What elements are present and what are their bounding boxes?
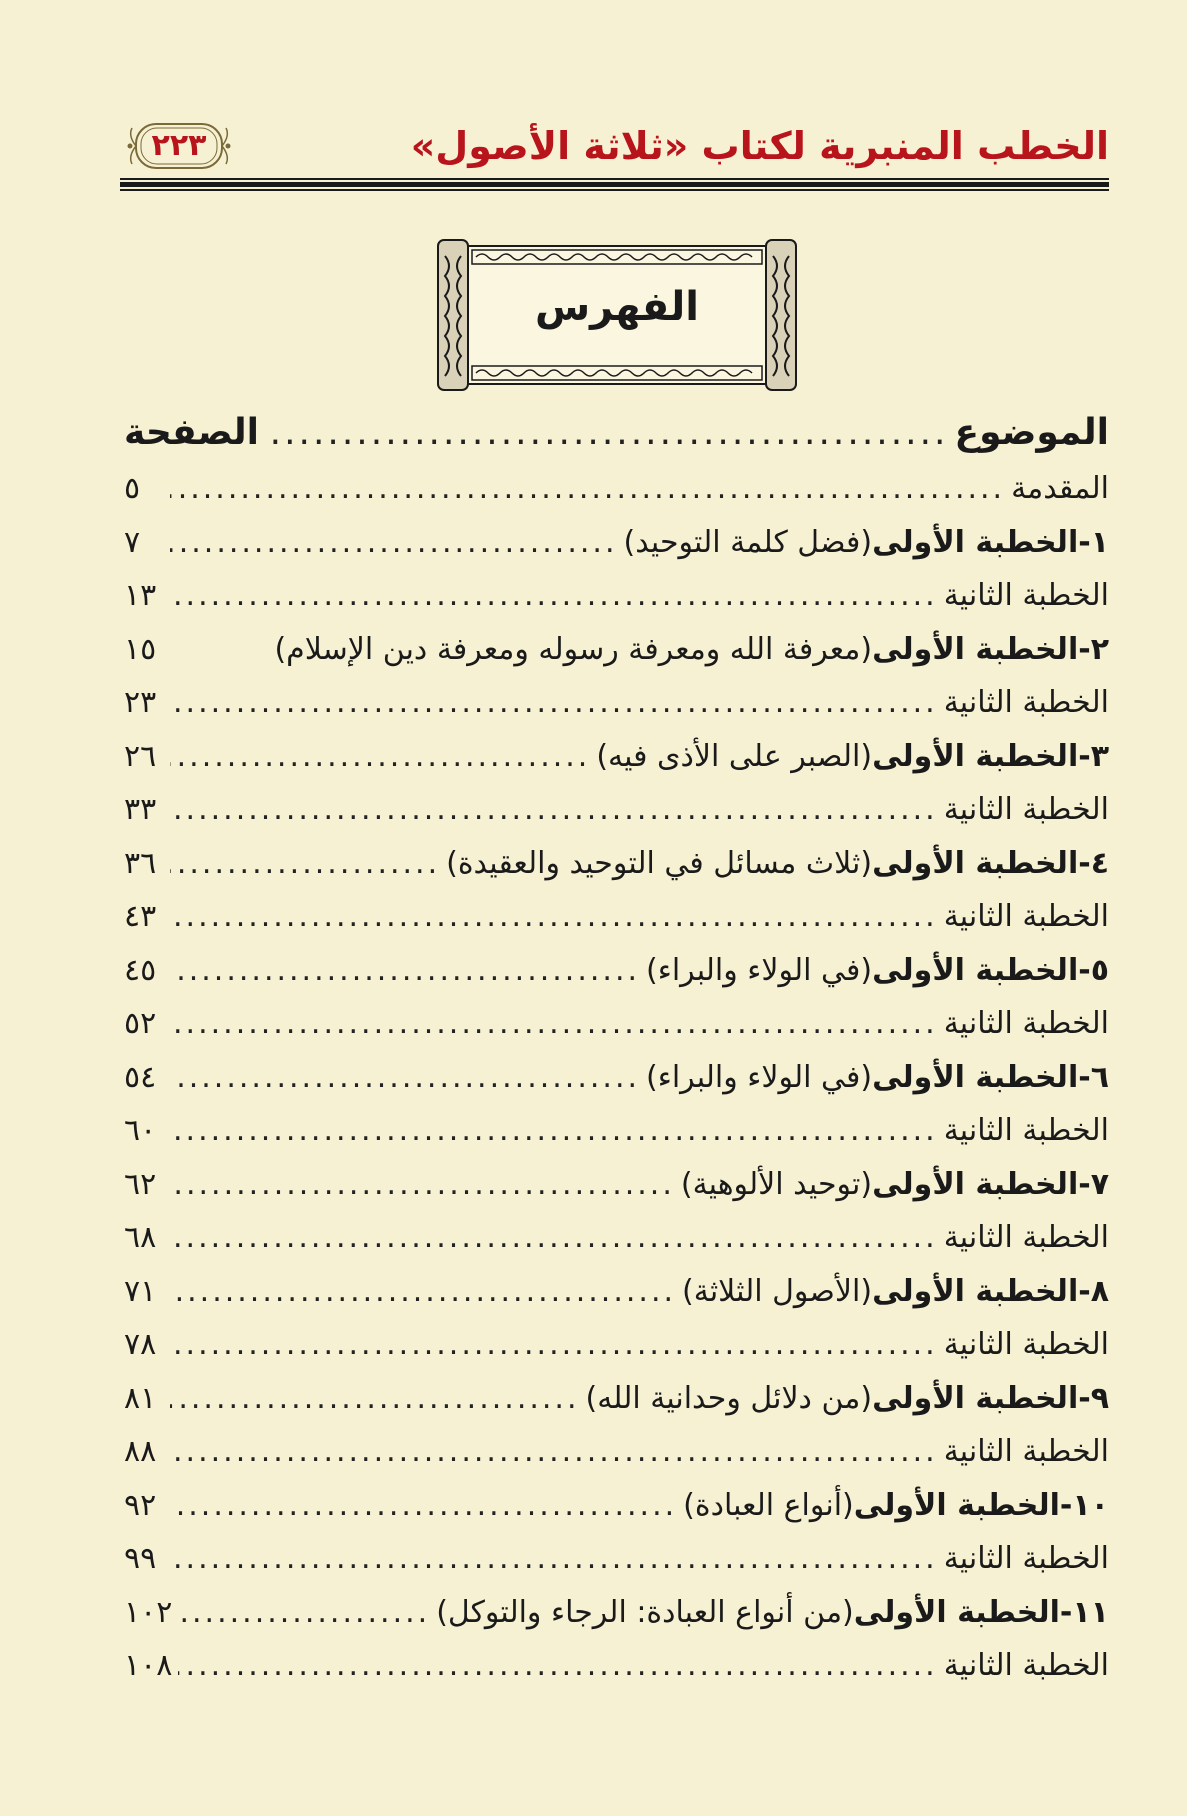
entry-page-number: ٧١ xyxy=(124,1273,157,1309)
toc-entry xyxy=(124,569,1109,623)
toc-header-row xyxy=(124,404,1109,462)
section-title: الفهرس xyxy=(534,284,699,330)
toc-entry xyxy=(124,997,1109,1051)
entry-number: ٢- xyxy=(1078,631,1109,667)
toc-entry xyxy=(124,623,1109,677)
entry-label: الخطبة الثانية xyxy=(943,1327,1109,1362)
entry-page-number: ٦٨ xyxy=(124,1220,157,1255)
toc-entry xyxy=(124,462,1109,516)
entry-subtitle: (من أنواع العبادة: الرجاء والتوكل) xyxy=(436,1594,854,1630)
toc-entries xyxy=(124,462,1109,1693)
leader-dots xyxy=(170,1211,938,1265)
entry-page-number: ٨٨ xyxy=(124,1434,157,1469)
toc-entry xyxy=(124,1318,1109,1372)
entry-number: ٣- xyxy=(1078,738,1109,774)
entry-main-title: الخطبة الأولى xyxy=(872,1380,1079,1416)
toc-entry xyxy=(124,1532,1109,1586)
leader-dots xyxy=(170,676,938,730)
entry-label: الخطبة الثانية xyxy=(943,792,1109,827)
entry-page-number: ١٠٨ xyxy=(124,1648,173,1683)
toc-entry xyxy=(124,944,1109,998)
leader-dots xyxy=(170,1532,938,1586)
entry-page-number: ٥٤ xyxy=(124,1059,157,1095)
entry-label: المقدمة xyxy=(1011,471,1109,506)
entry-page-number: ٦٢ xyxy=(124,1166,157,1202)
toc-entry xyxy=(124,516,1109,570)
entry-page-number: ١٠٢ xyxy=(124,1594,173,1630)
entry-page-number: ٦٠ xyxy=(124,1113,157,1148)
toc-entry xyxy=(124,783,1109,837)
entry-page-number: ٥ xyxy=(124,471,141,506)
entry-number: ٤- xyxy=(1078,845,1109,881)
leader-dots xyxy=(265,404,948,462)
entry-number: ٥- xyxy=(1078,952,1109,988)
entry-label: الخطبة الثانية xyxy=(943,1648,1109,1683)
toc-entry xyxy=(124,1372,1109,1426)
entry-number: ٩- xyxy=(1078,1380,1109,1416)
entry-subtitle: (الأصول الثلاثة) xyxy=(682,1273,873,1309)
entry-page-number: ٩٩ xyxy=(124,1541,157,1576)
entry-label: الخطبة الثانية xyxy=(943,1113,1109,1148)
entry-label: الخطبة الثانية xyxy=(943,685,1109,720)
entry-number: ٧- xyxy=(1078,1166,1109,1202)
toc-entry xyxy=(124,890,1109,944)
toc-entry xyxy=(124,1051,1109,1105)
leader-dots xyxy=(170,890,938,944)
header-title: الخطب المنبرية لكتاب «ثلاثة الأصول» xyxy=(410,124,1109,168)
entry-label: الخطبة الثانية xyxy=(943,578,1109,613)
leader-dots xyxy=(170,1051,640,1105)
entry-subtitle: (فضل كلمة التوحيد) xyxy=(623,524,873,560)
entry-main-title: الخطبة الأولى xyxy=(872,952,1079,988)
entry-number: ٦- xyxy=(1078,1059,1109,1095)
entry-subtitle: (الصبر على الأذى فيه) xyxy=(596,738,873,774)
leader-dots xyxy=(170,1104,938,1158)
toc-entry xyxy=(124,1158,1109,1212)
toc-entry xyxy=(124,1479,1109,1533)
entry-main-title: الخطبة الأولى xyxy=(872,1273,1079,1309)
entry-page-number: ٥٢ xyxy=(124,1006,157,1041)
entry-subtitle: (من دلائل وحدانية الله) xyxy=(585,1380,873,1416)
entry-number: ١- xyxy=(1078,524,1109,560)
entry-page-number: ٣٣ xyxy=(124,792,157,827)
toc-entry xyxy=(124,1211,1109,1265)
toc-entry xyxy=(124,730,1109,784)
entry-main-title: الخطبة الأولى xyxy=(872,1059,1079,1095)
entry-main-title: الخطبة الأولى xyxy=(872,845,1079,881)
page-number-badge xyxy=(126,118,232,174)
header-rule xyxy=(120,178,1109,192)
entry-subtitle: (معرفة الله ومعرفة رسوله ومعرفة دين الإسلام) xyxy=(274,631,873,667)
leader-dots xyxy=(178,1639,937,1693)
leader-dots xyxy=(170,1372,580,1426)
toc-entry xyxy=(124,1639,1109,1693)
entry-page-number: ٧٨ xyxy=(124,1327,157,1362)
entry-page-number: ٢٦ xyxy=(124,738,157,774)
entry-subtitle: (توحيد الألوهية) xyxy=(680,1166,873,1202)
leader-dots xyxy=(170,1265,676,1319)
toc-entry xyxy=(124,1425,1109,1479)
leader-dots xyxy=(170,462,1005,516)
entry-subtitle: (في الولاء والبراء) xyxy=(646,1059,873,1095)
entry-page-number: ٩٢ xyxy=(124,1487,157,1523)
entry-page-number: ١٥ xyxy=(124,631,157,667)
entry-page-number: ٢٣ xyxy=(124,685,157,720)
entry-main-title: الخطبة الأولى xyxy=(872,524,1079,560)
leader-dots xyxy=(170,1425,938,1479)
toc-entry xyxy=(124,676,1109,730)
toc-entry xyxy=(124,837,1109,891)
page-column-label: الصفحة xyxy=(124,412,260,453)
leader-dots xyxy=(170,1158,675,1212)
entry-label: الخطبة الثانية xyxy=(943,899,1109,934)
entry-label: الخطبة الثانية xyxy=(943,1220,1109,1255)
entry-label: الخطبة الثانية xyxy=(943,1541,1109,1576)
title-scroll xyxy=(432,236,802,394)
leader-dots xyxy=(178,1586,430,1640)
leader-dots xyxy=(170,1318,938,1372)
page-number: ٢٢٣ xyxy=(151,128,207,163)
entry-page-number: ٣٦ xyxy=(124,845,157,881)
entry-main-title: الخطبة الأولى xyxy=(872,1166,1079,1202)
entry-subtitle: (أنواع العبادة) xyxy=(683,1487,854,1523)
entry-number: ١١- xyxy=(1059,1594,1109,1630)
leader-dots xyxy=(170,516,617,570)
entry-main-title: الخطبة الأولى xyxy=(872,631,1079,667)
toc-entry xyxy=(124,1265,1109,1319)
toc-entry xyxy=(124,1104,1109,1158)
leader-dots xyxy=(170,944,640,998)
entry-subtitle: (ثلاث مسائل في التوحيد والعقيدة) xyxy=(446,845,873,881)
entry-main-title: الخطبة الأولى xyxy=(872,738,1079,774)
entry-label: الخطبة الثانية xyxy=(943,1006,1109,1041)
entry-main-title: الخطبة الأولى xyxy=(853,1594,1060,1630)
entry-page-number: ٧ xyxy=(124,524,141,560)
entry-page-number: ٨١ xyxy=(124,1380,157,1416)
leader-dots xyxy=(170,783,938,837)
leader-dots xyxy=(170,730,590,784)
entry-page-number: ٤٣ xyxy=(124,899,157,934)
entry-number: ١٠- xyxy=(1059,1487,1109,1523)
leader-dots xyxy=(170,997,938,1051)
entry-main-title: الخطبة الأولى xyxy=(853,1487,1060,1523)
entry-label: الخطبة الثانية xyxy=(943,1434,1109,1469)
table-of-contents xyxy=(124,404,1109,1693)
topic-column-label: الموضوع xyxy=(954,412,1109,453)
leader-dots xyxy=(170,837,440,891)
leader-dots xyxy=(170,1479,677,1533)
leader-dots xyxy=(170,569,938,623)
entry-number: ٨- xyxy=(1078,1273,1109,1309)
entry-page-number: ١٣ xyxy=(124,578,157,613)
entry-page-number: ٤٥ xyxy=(124,952,157,988)
toc-entry xyxy=(124,1586,1109,1640)
entry-subtitle: (في الولاء والبراء) xyxy=(646,952,873,988)
